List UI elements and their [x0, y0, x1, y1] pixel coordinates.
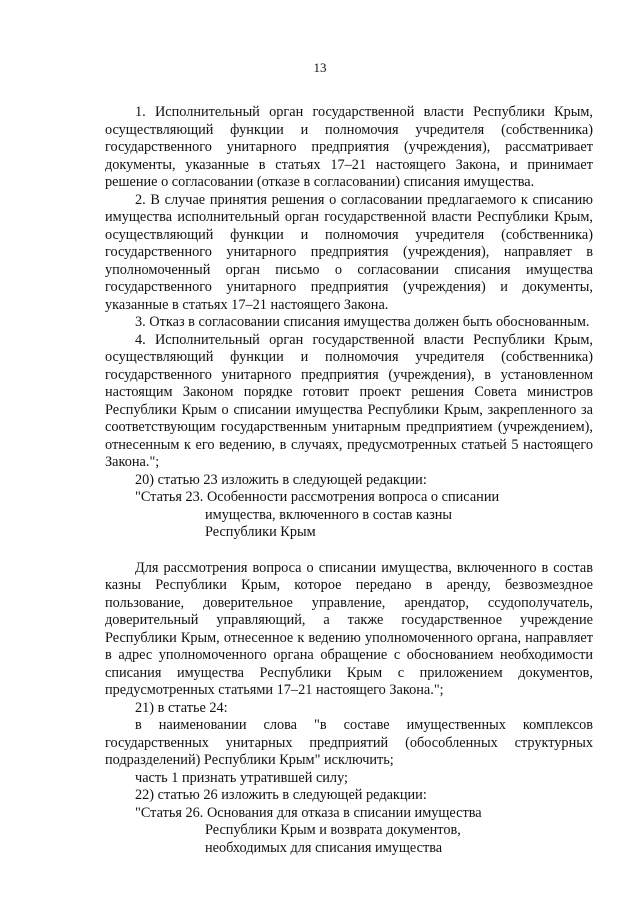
paragraph: в наименовании слова "в составе имущественных комплексов государственных унитарных предприятий (обособленных структурных подразделений) Республики Крым" исключить; [105, 717, 593, 768]
paragraph: 4. Исполнительный орган государственной власти Республики Крым, осуществляющий функции и полномочия учредителя (собственника) государственного унитарного предприятия (учреждения), в установленном настоящим Законом порядке готовит проект решения Совета министров Республики Крым о списании имущества Республики Крым, закрепленного за соответствующим государственным унитарным предприятием (учреждением), отнесенным к его ведению, в случаях, предусмотренных статьей 5 настоящего Закона."; [105, 331, 593, 470]
article-26-heading-line3: необходимых для списания имущества [205, 839, 443, 856]
paragraph: 22) статью 26 изложить в следующей редакции: [135, 787, 427, 803]
paragraph: часть 1 признать утратившей силу; [135, 769, 349, 786]
paragraph: Для рассмотрения вопроса о списании имущества, включенного в состав казны Республики Крым, которое передано в аренду, безвозмездное пользование, доверительное управление, арендатор, ссудополучатель, доверительный управляющий, а также государственное учреждение Республики Крым, отнесенное к ведению уполномоченного органа, направляет в адрес уполномоченного органа обращение с обоснованием необходимости списания имущества Республики Крым с приложением документов, предусмотренных статьями 17–21 настоящего Закона."; [105, 559, 593, 698]
spacer [105, 542, 593, 560]
document-body [105, 104, 593, 857]
page-number: 13 [313, 60, 327, 75]
paragraph: 21) в статье 24: [135, 699, 228, 716]
paragraph: 3. Отказ в согласовании списания имущества должен быть обоснованным. [135, 314, 590, 330]
article-23-heading-line3: Республики Крым [205, 524, 316, 540]
article-26-heading [105, 805, 593, 858]
article-23-heading [105, 489, 593, 542]
paragraph: 1. Исполнительный орган государственной власти Республики Крым, осуществляющий функции и полномочия учредителя (собственника) государственного унитарного предприятия (учреждения), рассматривает документы, указанные в статьях 17–21 настоящего Закона, и принимает решение о согласовании (отказе в согласовании) списания имущества. [105, 104, 593, 190]
article-23-heading-line2: имущества, включенного в состав казны [205, 506, 452, 523]
article-26-heading-line1: "Статья 26. Основания для отказа в списании имущества [135, 804, 482, 821]
article-23-heading-line1: "Статья 23. Особенности рассмотрения вопроса о списании [135, 489, 500, 505]
paragraph: 2. В случае принятия решения о согласовании предлагаемого к списанию имущества исполнительный орган государственной власти Республики Крым, осуществляющий функции и полномочия учредителя (собственника) государственного унитарного предприятия (учреждения), направляет в уполномоченный орган письмо о согласовании списания имущества государственного унитарного предприятия (учреждения) и документы, указанные в статьях 17–21 настоящего Закона. [105, 191, 593, 313]
paragraph: 20) статью 23 изложить в следующей редакции: [135, 471, 427, 488]
article-26-heading-line2: Республики Крым и возврата документов, [205, 822, 461, 838]
